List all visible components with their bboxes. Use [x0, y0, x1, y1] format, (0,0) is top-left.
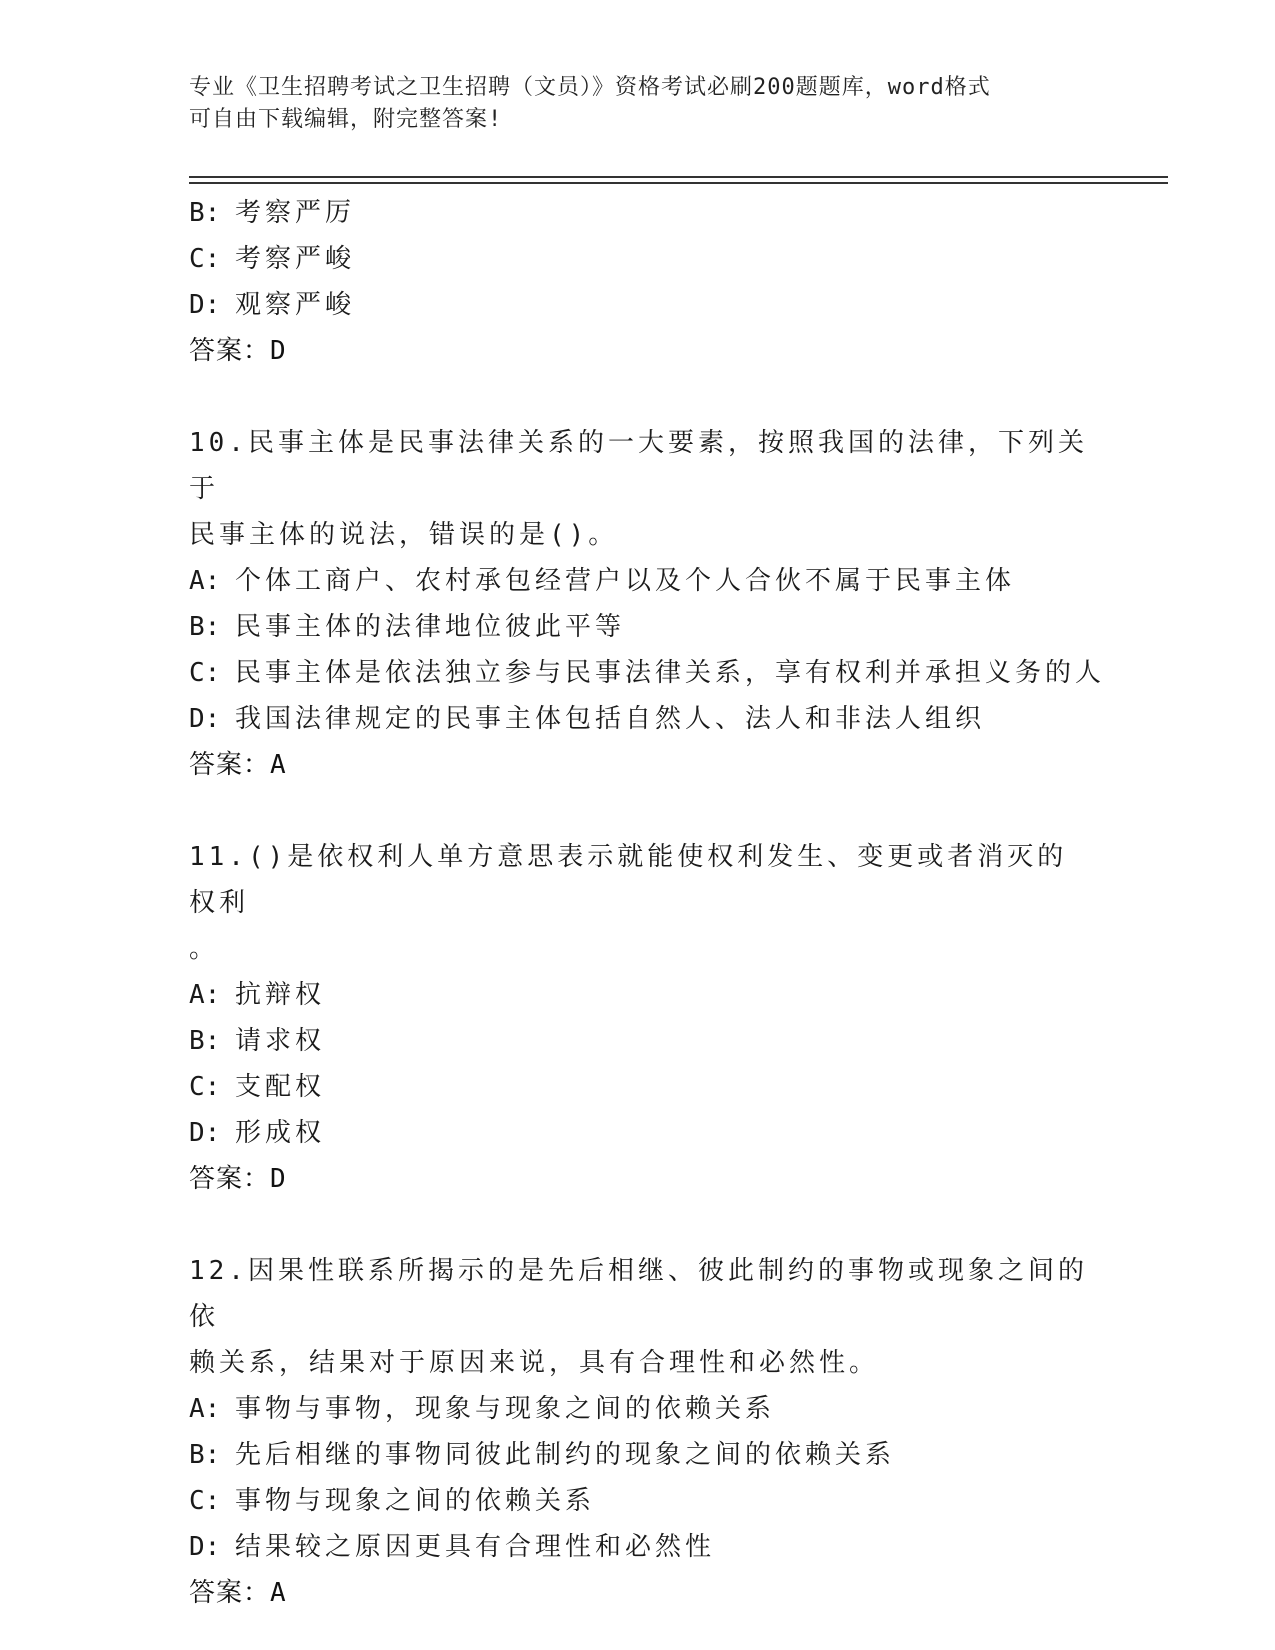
answer-label: 答案：: [189, 1164, 271, 1194]
option-text: 事物与事物，现象与现象之间的依赖关系: [235, 1394, 776, 1424]
option-key: C:: [189, 1486, 221, 1516]
answer-line: [189, 1156, 1089, 1202]
option-text: 考察严峻: [235, 244, 356, 274]
option-c: [189, 236, 1089, 282]
option-key: B:: [189, 1440, 221, 1470]
header-line-2: 可自由下载编辑，附完整答案!: [189, 107, 503, 132]
option-text: 抗辩权: [235, 980, 326, 1010]
option-key: D:: [189, 1118, 221, 1148]
option-text: 个体工商户、农村承包经营户以及个人合伙不属于民事主体: [235, 566, 1016, 596]
question-stem-line: 10.民事主体是民事法律关系的一大要素，按照我国的法律，下列关于: [189, 428, 1088, 504]
answer-value: A: [270, 1578, 287, 1608]
option-key: D:: [189, 704, 221, 734]
option-key: A:: [189, 566, 221, 596]
option-b: [189, 604, 1089, 650]
option-text: 形成权: [235, 1118, 326, 1148]
question-partial: [189, 190, 1089, 374]
question-11: [189, 834, 1089, 1202]
option-key: D:: [189, 1532, 221, 1562]
option-c: [189, 650, 1106, 696]
option-b: [189, 1018, 1089, 1064]
option-d: [189, 696, 1089, 742]
option-b: [189, 190, 1089, 236]
header-line-1: 专业《卫生招聘考试之卫生招聘（文员）》资格考试必刷200题题库，word格式: [189, 75, 991, 100]
option-key: D:: [189, 290, 221, 320]
option-text: 先后相继的事物同彼此制约的现象之间的依赖关系: [235, 1440, 896, 1470]
option-text: 请求权: [235, 1026, 326, 1056]
option-key: B:: [189, 612, 221, 642]
question-10: [189, 420, 1106, 788]
option-d: [189, 282, 1089, 328]
option-text: 民事主体是依法独立参与民事法律关系，享有权利并承担义务的人: [235, 658, 1106, 688]
option-text: 观察严峻: [235, 290, 356, 320]
option-key: B:: [189, 1026, 221, 1056]
option-b: [189, 1432, 1089, 1478]
option-a: [189, 1386, 1089, 1432]
question-stem-line: 赖关系，结果对于原因来说，具有合理性和必然性。: [189, 1348, 880, 1378]
question-list: [189, 190, 1106, 1616]
header-divider-top: [189, 176, 1168, 178]
answer-line: [189, 1570, 1089, 1616]
question-stem-line: 11.()是依权利人单方意思表示就能使权利发生、变更或者消灭的权利: [189, 842, 1068, 918]
header-divider-bottom: [189, 182, 1168, 184]
option-text: 事物与现象之间的依赖关系: [235, 1486, 596, 1516]
option-a: [189, 558, 1089, 604]
option-key: C:: [189, 244, 221, 274]
option-text: 结果较之原因更具有合理性和必然性: [235, 1532, 716, 1562]
option-key: B:: [189, 198, 221, 228]
answer-value: D: [270, 1164, 287, 1194]
option-c: [189, 1478, 1089, 1524]
question-stem-line: 12.因果性联系所揭示的是先后相继、彼此制约的事物或现象之间的依: [189, 1256, 1088, 1332]
answer-value: A: [270, 750, 287, 780]
option-key: C:: [189, 658, 221, 688]
option-d: [189, 1110, 1089, 1156]
option-key: A:: [189, 1394, 221, 1424]
option-key: C:: [189, 1072, 221, 1102]
answer-line: [189, 742, 1089, 788]
option-d: [189, 1524, 1089, 1570]
answer-value: D: [270, 336, 287, 366]
question-stem-line: 民事主体的说法，错误的是()。: [189, 520, 619, 550]
option-text: 支配权: [235, 1072, 326, 1102]
option-text: 考察严厉: [235, 198, 356, 228]
option-a: [189, 972, 1089, 1018]
option-text: 我国法律规定的民事主体包括自然人、法人和非法人组织: [235, 704, 986, 734]
answer-label: 答案：: [189, 750, 271, 780]
answer-label: 答案：: [189, 336, 271, 366]
question-12: [189, 1248, 1089, 1616]
option-text: 民事主体的法律地位彼此平等: [235, 612, 626, 642]
question-stem-line: 。: [189, 934, 220, 964]
option-key: A:: [189, 980, 221, 1010]
answer-label: 答案：: [189, 1578, 271, 1608]
option-c: [189, 1064, 1089, 1110]
document-header: [189, 72, 1089, 136]
answer-line: [189, 328, 1089, 374]
